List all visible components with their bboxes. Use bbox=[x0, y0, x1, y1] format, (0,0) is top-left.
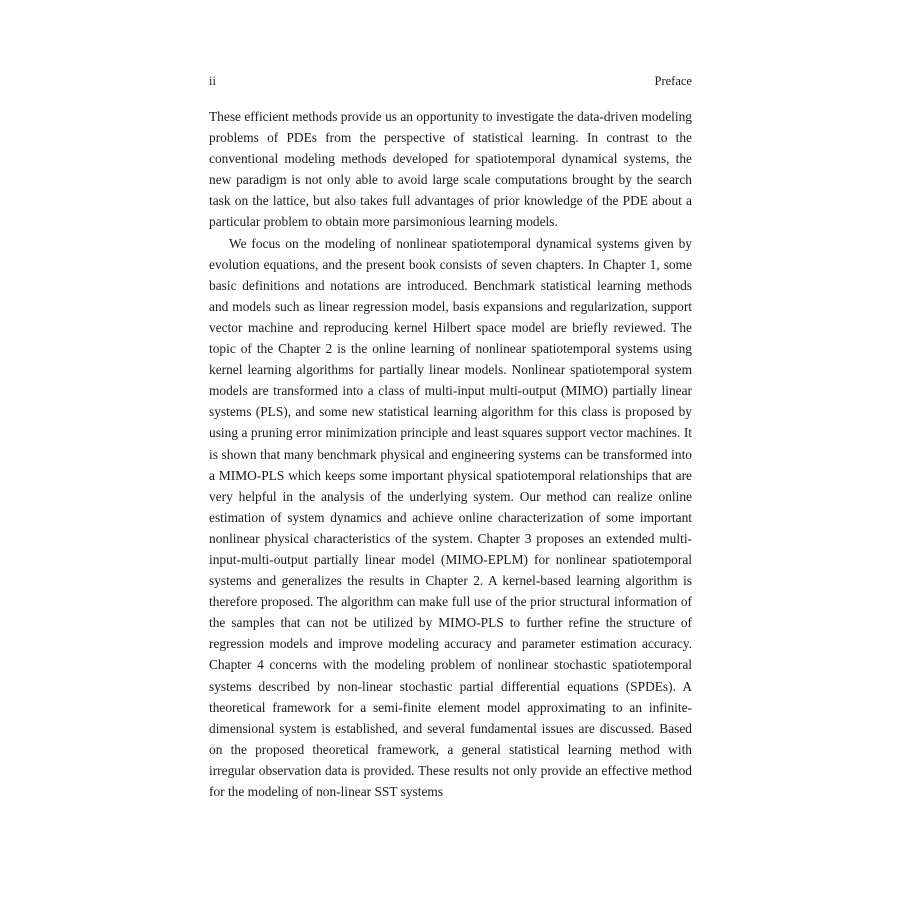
page-number: ii bbox=[209, 74, 216, 88]
chapter-title: Preface bbox=[654, 74, 692, 88]
paragraph-2: We focus on the modeling of nonlinear spatiotemporal dynamical systems given by evolution equations, and the present book consists of seven chapters. In Chapter 1, some basic definitions and notations are introduced. Benchmark statistical learning methods and models such as linear regression model, basis expansions and regularization, support vector machine and reproducing kernel Hilbert space model are briefly reviewed. The topic of the Chapter 2 is the online learning of nonlinear spatiotemporal systems using kernel learning algorithms for partially linear models. Nonlinear spatiotemporal system models are transformed into a class of multi-input multi-output (MIMO) partially linear systems (PLS), and some new statistical learning algorithm for this class is proposed by using a pruning error minimization principle and least squares support vector machines. It is shown that many benchmark physical and engineering systems can be transformed into a MIMO-PLS which keeps some important physical spatiotemporal relationships that are very helpful in the analysis of the underlying system. Our method can realize online estimation of system dynamics and achieve online characterization of some important nonlinear physical characteristics of the system. Chapter 3 proposes an extended multi-input-multi-output partially linear model (MIMO-EPLM) for nonlinear spatiotemporal systems and generalizes the results in Chapter 2. A kernel-based learning algorithm is therefore proposed. The algorithm can make full use of the prior structural information of the samples that can not be utilized by MIMO-PLS to further refine the structure of regression models and improve modeling accuracy and parameter estimation accuracy. Chapter 4 concerns with the modeling problem of nonlinear stochastic spatiotemporal systems described by non-linear stochastic partial differential equations (SPDEs). A theoretical framework for a semi-finite element model approximating to an infinite-dimensional system is established, and several fundamental issues are discussed. Based on the proposed theoretical framework, a general statistical learning method with irregular observation data is provided. These results not only provide an effective method for the modeling of non-linear SST systems bbox=[209, 235, 692, 799]
preface-body bbox=[209, 106, 692, 802]
running-head bbox=[209, 72, 692, 90]
paragraph-1: These efficient methods provide us an opportunity to investigate the data-driven modeling problems of PDEs from the perspective of statistical learning. In contrast to the conventional modeling methods developed for spatiotemporal dynamical systems, the new paradigm is not only able to avoid large scale computations brought by the search task on the lattice, but also takes full advantages of prior knowledge of the PDE about a particular problem to obtain more parsimonious learning models. bbox=[209, 109, 692, 230]
